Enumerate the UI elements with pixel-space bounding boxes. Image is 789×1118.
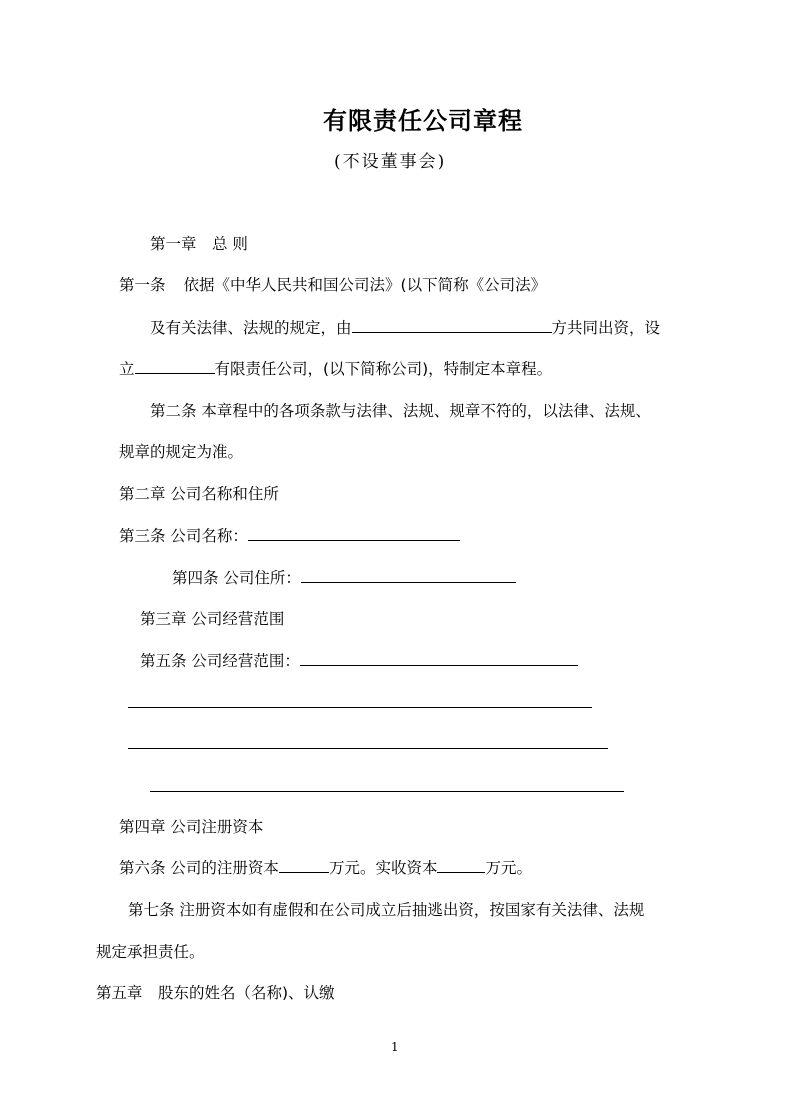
article-1-cont-c: 立: [119, 360, 135, 378]
paid-in-capital-field[interactable]: [437, 857, 485, 873]
article-7-line-1: 第七条 注册资本如有虚假和在公司成立后抽逃出资，按国家有关法律、法规: [128, 901, 645, 919]
business-scope-field[interactable]: [300, 650, 578, 666]
chapter-5-heading: 第五章 股东的姓名（名称)、认缴: [96, 984, 335, 1002]
parties-count-blank[interactable]: [352, 317, 552, 333]
article-1-cont-a: 及有关法律、法规的规定，由: [150, 319, 352, 337]
chapter-4-heading: 第四章 公司注册资本: [119, 818, 264, 836]
article-1-continuation: [150, 316, 660, 338]
article-1-text: 依据《中华人民共和国公司法》(以下简称《公司法》: [183, 276, 547, 294]
chapter-2-heading: 第二章 公司名称和住所: [119, 485, 279, 503]
company-address-field[interactable]: [301, 567, 516, 583]
business-scope-line-3[interactable]: [128, 748, 608, 749]
article-4: [172, 566, 516, 588]
article-6-b: 万元。实收资本: [328, 859, 438, 877]
article-1-continuation-2: [119, 357, 552, 379]
article-1-cont-d: 有限责任公司，(以下简称公司)，特制定本章程。: [214, 360, 553, 378]
article-1: [119, 273, 546, 295]
company-name-blank[interactable]: [135, 358, 215, 374]
chapter-3-heading: 第三章 公司经营范围: [140, 610, 285, 628]
company-name-field[interactable]: [248, 525, 460, 541]
article-1-cont-b: 方共同出资，设: [551, 319, 661, 337]
page-title: 有限责任公司章程: [323, 106, 523, 135]
article-4-label: 第四条 公司住所：: [172, 569, 301, 587]
registered-capital-field[interactable]: [279, 857, 329, 873]
page-number: 1: [391, 1040, 399, 1054]
business-scope-line-2[interactable]: [128, 707, 592, 708]
article-7-line-2: 规定承担责任。: [96, 943, 205, 961]
article-6: [119, 856, 532, 878]
chapter-1-heading: 第一章 总 则: [150, 235, 248, 253]
article-5-label: 第五条 公司经营范围：: [140, 652, 300, 670]
page-subtitle: (不设董事会): [334, 152, 447, 172]
article-3: [119, 524, 460, 546]
business-scope-line-4[interactable]: [150, 791, 624, 792]
article-5: [140, 649, 578, 671]
article-2-line-2: 规章的规定为准。: [119, 443, 244, 461]
article-3-label: 第三条 公司名称：: [119, 527, 248, 545]
article-6-a: 第六条 公司的注册资本: [119, 859, 279, 877]
article-6-c: 万元。: [485, 859, 532, 877]
article-1-label: 第一条: [119, 276, 166, 294]
article-2-line-1: 第二条 本章程中的各项条款与法律、法规、规章不符的，以法律、法规、: [150, 402, 651, 420]
